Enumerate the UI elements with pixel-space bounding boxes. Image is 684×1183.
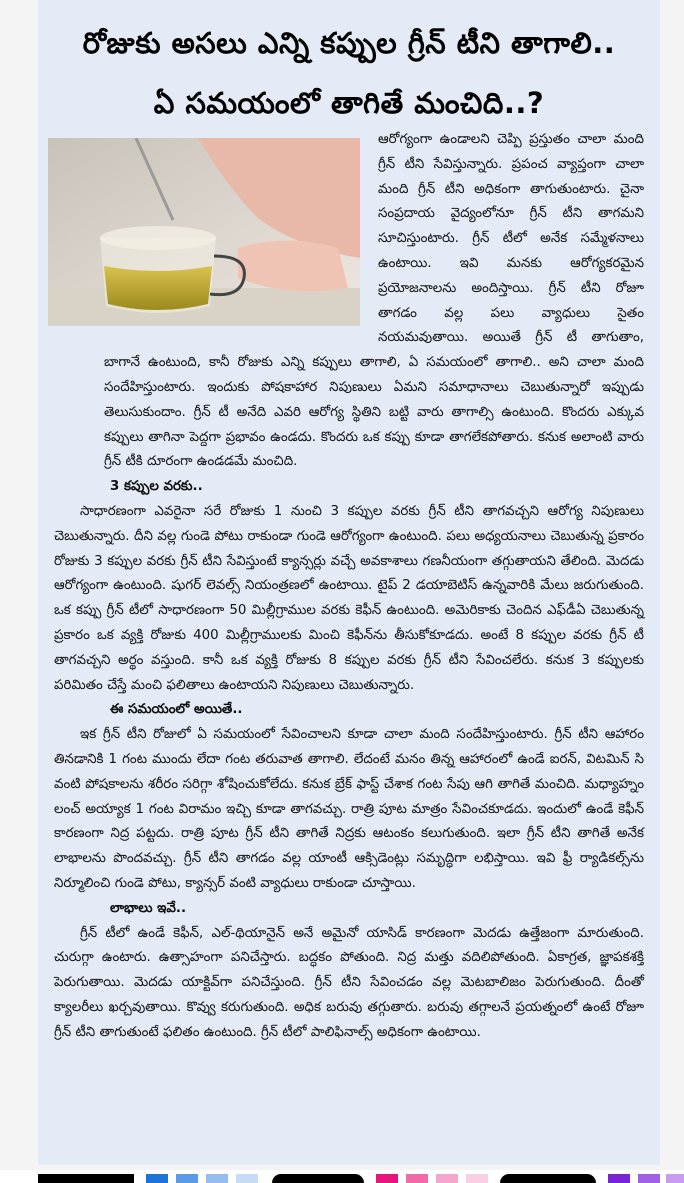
swatch-pink-1: [376, 1174, 398, 1183]
swatch-blue-2: [176, 1174, 198, 1183]
headline-line-1: రోజుకు అసలు ఎన్ని కప్పుల గ్రీన్ టీని తాగాలి..: [82, 26, 616, 60]
swatch-purple-1: [608, 1174, 630, 1183]
headline-line-2: ఏ సమయంలో తాగితే మంచిది..?: [153, 86, 545, 120]
swatch-black-3: [500, 1174, 596, 1183]
swatch-blue-3: [206, 1174, 228, 1183]
swatch-pink-2: [406, 1174, 428, 1183]
article-intro: ఆరోగ్యంగా ఉండాలని చెప్పి ప్రస్తుతం చాలా మంది గ్రీన్ టీని సేవిస్తున్నారు. ప్రపంచ వ్యాప్తంగా చాలా మంది గ్రీన్ టీని అధికంగా తాగుతుంటారు. చైనా సంప్రదాయ వైద్యంలోనూ గ్రీన్ టీని తాగమని సూచిస్తుంటారు. గ్రీన్ టీలో అనేక సమ్మేళనాలు ఉంటాయి. ఇవి మనకు ఆరోగ్యకరమైన ప్రయోజనాలను అందిస్తాయి. గ్రీన్ టీని రోజూ తాగడం వల్ల పలు వ్యాధులు సైతం నయమవుతాయి. అయితే గ్రీన్ టీ తాగుతాం, బాగానే ఉంటుంది, కానీ రోజుకు ఎన్ని కప్పులు తాగాలి, ఏ సమయంలో తాగాలి.. అని చాలా మంది సందేహిస్తుంటారు. ఇందుకు పోషకాహార నిపుణులు ఏమని సమాధానాలు చెబుతున్నారో ఇప్పుడు తెలుసుకుందాం. గ్రీన్ టీ అనేది ఎవరి ఆరోగ్య స్థితిని బట్టి వారు తాగాల్సి ఉంటుంది. కొందరు ఎక్కువ కప్పులు తాగినా పెద్దగా ప్రభావం ఉండదు. కొందరు ఒక కప్పు కూడా తాగలేకపోతారు. కనుక అలాంటి వారు గ్రీన్ టీకి దూరంగా ఉండడమే మంచిది.: [104, 132, 644, 470]
swatch-purple-2: [638, 1174, 660, 1183]
swatch-black: [38, 1174, 134, 1183]
swatch-pink-3: [436, 1174, 458, 1183]
section-heading-3-cups: 3 కప్పుల వరకు..: [110, 479, 203, 495]
article-body: [54, 128, 644, 1045]
section-heading-benefits: లాభాలు ఇవే..: [110, 900, 187, 916]
section-body-timing: ఇక గ్రీన్ టీని రోజులో ఏ సమయంలో సేవించాలని కూడా చాలా మంది సందేహిస్తుంటారు. గ్రీన్ టీని ఆహారం తినడానికి 1 గంట ముందు లేదా గంట తరువాత తాగాలి. లేదంటే మనం తిన్న ఆహారంలో ఉండే ఐరన్, విటమిన్ సి వంటి పోషకాలను శరీరం సరిగ్గా శోషించుకోలేదు. కనుక బ్రేక్ ఫాస్ట్ చేశాక గంట సేపు ఆగి తాగితే మంచిది. మధ్యాహ్నం లంచ్ అయ్యాక 1 గంట విరామం ఇచ్చి కూడా తాగవచ్చు. రాత్రి పూట మాత్రం సేవించకూడదు. ఇందులో ఉండే కెఫీన్ కారణంగా నిద్ర పట్టదు. రాత్రి పూట గ్రీన్ టీని తాగితే నిద్రకు ఆటంకం కలుగుతుంది. ఇలా గ్రీన్ టీని తాగితే అనేక లాభాలను పొందవచ్చు. గ్రీన్ టీని తాగడం వల్ల యాంటీ ఆక్సిడెంట్లు సమృద్ధిగా లభిస్తాయి. ఇవి ఫ్రీ ర్యాడికల్స్‌ను నిర్మూలించి గుండె పోటు, క్యాన్సర్ వంటి వ్యాధులు రాకుండా చూస్తాయి.: [54, 727, 644, 891]
swatch-purple-3: [666, 1174, 684, 1183]
swatch-pink-4: [466, 1174, 488, 1183]
section-heading-timing: ఈ సమయంలో అయితే..: [110, 702, 243, 718]
section-body-benefits: గ్రీన్ టీలో ఉండే కెఫీన్, ఎల్-థియానైన్ అనే అమైనో యాసిడ్ కారణంగా మెదడు ఉత్తేజంగా మారుతుంది. చురుగ్గా ఉంటారు. ఉత్సాహంగా పనిచేస్తారు. బద్ధకం పోతుంది. నిద్ర మత్తు వదిలిపోతుంది. ఏకాగ్రత, జ్ఞాపకశక్తి పెరుగుతాయి. మెదడు యాక్టివ్‌గా పనిచేస్తుంది. గ్రీన్ టీని సేవించడం వల్ల మెటబాలిజం పెరుగుతుంది. దీంతో క్యాలరీలు ఖర్చవుతాయి. కొవ్వు కరుగుతుంది. అధిక బరువు తగ్గుతారు. బరువు తగ్గాలనే ప్రయత్నంలో ఉంటే రోజూ గ్రీన్ టీని తాగుతుంటే ఫలితం ఉంటుంది. గ్రీన్ టీలో పాలిఫినాల్స్ అధికంగా ఉంటాయి.: [54, 925, 644, 1040]
section-body-3-cups: సాధారణంగా ఎవరైనా సరే రోజుకు 1 నుంచి 3 కప్పుల వరకు గ్రీన్ టీని తాగవచ్చని ఆరోగ్య నిపుణులు చెబుతున్నారు. దీని వల్ల గుండె పోటు రాకుండా గుండె ఆరోగ్యంగా ఉంటుంది. పలు అధ్యయనాలు చెబుతున్న ప్రకారం రోజుకు 3 కప్పుల వరకు గ్రీన్ టీని సేవిస్తుంటే క్యాన్సర్లు వచ్చే అవకాశాలు గణనీయంగా తగ్గుతాయని తేలింది. మెదడు ఆరోగ్యంగా ఉంటుంది. షుగర్ లెవల్స్ నియంత్రణలో ఉంటాయి. టైప్ 2 డయాబెటిస్ ఉన్నవారికి మేలు జరుగుతుంది. ఒక కప్పు గ్రీన్ టీలో సాధారణంగా 50 మిల్లీగ్రాముల వరకు కెఫీన్ ఉంటుంది. అమెరికాకు చెందిన ఎఫ్‌డీఏ చెబుతున్న ప్రకారం ఒక వ్యక్తి రోజుకు 400 మిల్లీగ్రాములకు మించి కెఫీన్‌ను తీసుకోకూడదు. అంటే 8 కప్పుల వరకు గ్రీన్ టీ తాగవచ్చని అర్థం వస్తుంది. కానీ ఒక వ్యక్తి రోజుకు 8 కప్పుల వరకు గ్రీన్ టీని సేవించలేరు. కనుక 3 కప్పులకు పరిమితం చేస్తే మంచి ఫలితాలు ఉంటాయని నిపుణులు చెబుతున్నారు.: [54, 503, 644, 693]
swatch-blue-4: [236, 1174, 258, 1183]
newspaper-clipping: [38, 0, 660, 1165]
swatch-black-2: [272, 1174, 364, 1183]
swatch-blue-1: [146, 1174, 168, 1183]
